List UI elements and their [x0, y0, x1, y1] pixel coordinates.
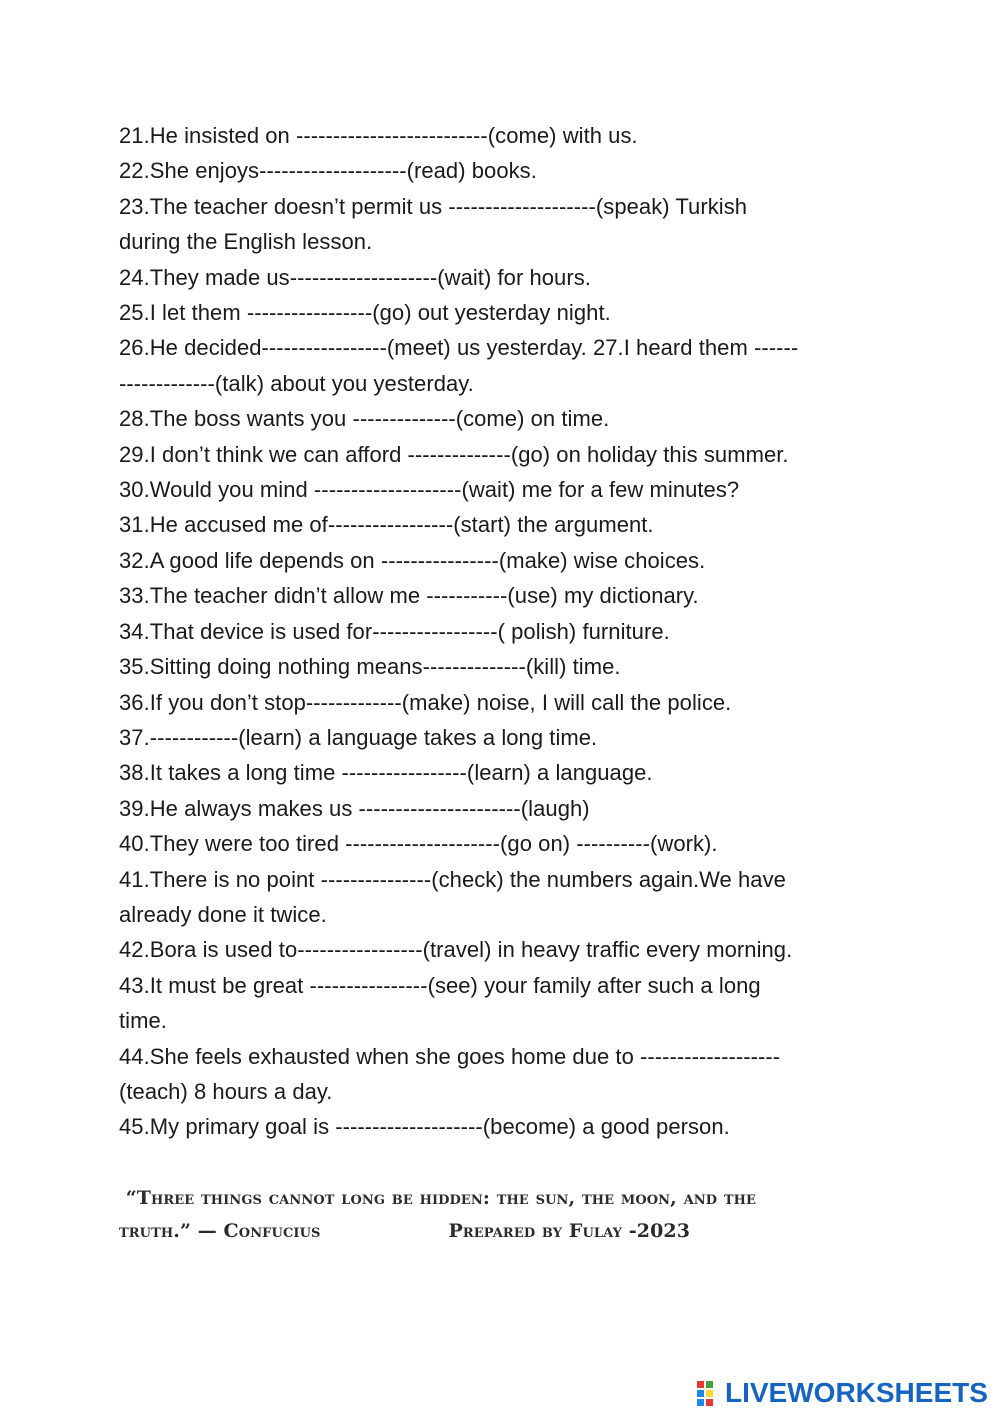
exercise-line: 43.It must be great ----------------(see) your family after such a long [119, 972, 761, 998]
exercise-line: 39.He always makes us ----------------------(laugh) [119, 795, 590, 821]
exercise-line: 26.He decided-----------------(meet) us yesterday. 27.I heard them ------ [119, 335, 799, 361]
exercise-line: 41.There is no point ---------------(check) the numbers again.We have [119, 866, 786, 892]
exercise-line: (teach) 8 hours a day. [119, 1078, 333, 1104]
exercise-line: 44.She feels exhausted when she goes home due to ------------------- [119, 1043, 781, 1069]
exercise-line: -------------(talk) about you yesterday. [119, 370, 474, 396]
liveworksheets-brand[interactable] [697, 1376, 988, 1410]
exercise-line: 34.That device is used for-----------------( polish) furniture. [119, 618, 670, 644]
confucius-quote [119, 1182, 889, 1248]
exercise-line: 25.I let them -----------------(go) out yesterday night. [119, 300, 611, 326]
exercise-line: 40.They were too tired ---------------------(go on) ----------(work). [119, 831, 718, 857]
exercise-line: 36.If you don’t stop-------------(make) noise, I will call the police. [119, 689, 732, 715]
exercise-line: 31.He accused me of-----------------(start) the argument. [119, 512, 654, 538]
brand-name: LIVEWORKSHEETS [725, 1377, 988, 1408]
exercise-line: 21.He insisted on --------------------------(come) with us. [119, 123, 638, 148]
exercise-line: 38.It takes a long time -----------------(learn) a language. [119, 760, 653, 786]
exercise-line: 22.She enjoys--------------------(read) books. [119, 158, 537, 184]
exercise-line: time. [119, 1008, 167, 1034]
exercise-line: 28.The boss wants you --------------(come) on time. [119, 406, 610, 432]
exercise-line: 33.The teacher didn’t allow me -----------(use) my dictionary. [119, 583, 699, 609]
quote-line-1: “Three things cannot long be hidden: the sun, the moon, and the [119, 1187, 757, 1209]
exercise-line: 45.My primary goal is --------------------(become) a good person. [119, 1114, 730, 1140]
exercise-line: 37.------------(learn) a language takes a long time. [119, 724, 598, 750]
exercise-line: 42.Bora is used to-----------------(travel) in heavy traffic every morning. [119, 937, 793, 963]
exercise-line: 29.I don’t think we can afford --------------(go) on holiday this summer. [119, 441, 789, 467]
exercise-list [119, 118, 889, 1145]
exercise-line: 23.The teacher doesn’t permit us --------------------(speak) Turkish [119, 193, 748, 219]
author-credit: Prepared by Fulay -2023 [448, 1220, 691, 1242]
exercise-line: already done it twice. [119, 901, 327, 927]
exercise-line: 24.They made us--------------------(wait) for hours. [119, 264, 591, 290]
exercise-line: 35.Sitting doing nothing means--------------(kill) time. [119, 654, 621, 680]
quote-attribution: truth.” — Confucius [119, 1220, 321, 1242]
liveworksheets-logo-icon [697, 1379, 723, 1407]
exercise-line: during the English lesson. [119, 229, 373, 255]
exercise-line: 32.A good life depends on ----------------(make) wise choices. [119, 547, 706, 573]
quote-line-2 [119, 1215, 889, 1248]
exercise-line: 30.Would you mind --------------------(wait) me for a few minutes? [119, 477, 740, 503]
